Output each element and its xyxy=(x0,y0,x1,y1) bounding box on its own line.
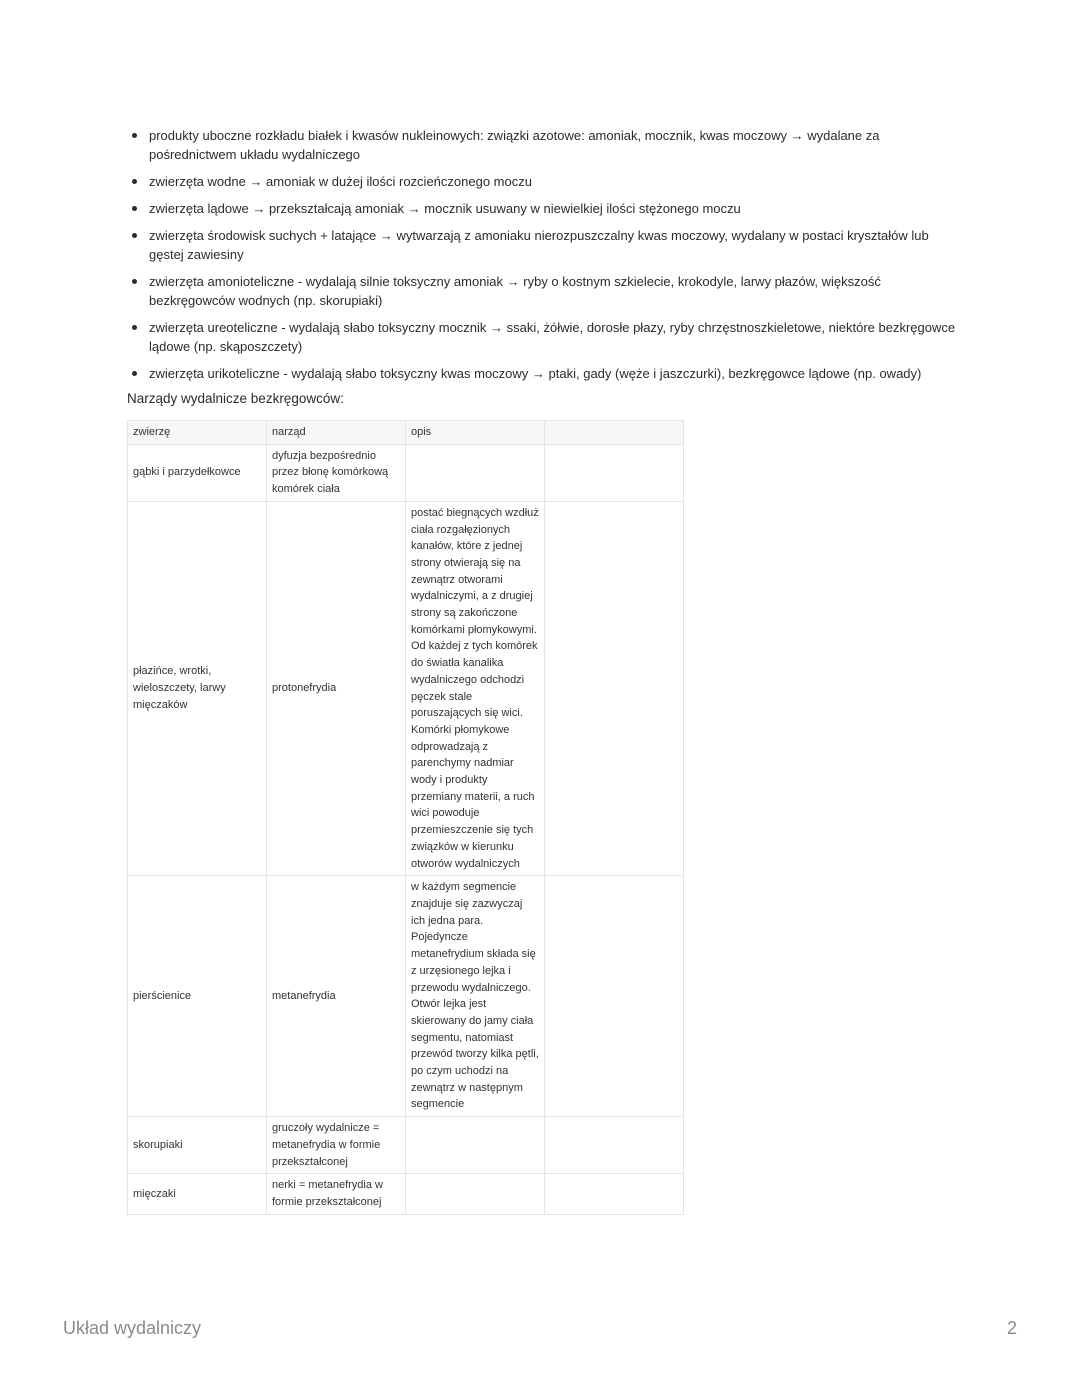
cell-description: w każdym segmencie znajduje się zazwyczaj ich jedna para. Pojedyncze metanefrydium składa się z urzęsionego lejka i przewodu wydalniczego. Otwór lejka jest skierowany do jamy ciała segmentu, natomiast przewód tworzy kilka pętli, po czym uchodzi na zewnątrz w następnym segmencie xyxy=(406,876,545,1117)
list-item xyxy=(127,172,957,191)
cell-animal: pierścienice xyxy=(128,876,267,1117)
header-empty xyxy=(545,421,684,445)
cell-organ: gruczoły wydalnicze = metanefrydia w formie przekształconej xyxy=(267,1117,406,1174)
bullet-text: zwierzęta wodne → amoniak w dużej ilości rozcieńczonego moczu xyxy=(149,174,532,189)
cell-description xyxy=(406,1117,545,1174)
cell-description xyxy=(406,444,545,501)
bullet-icon xyxy=(132,371,137,376)
bullet-icon xyxy=(132,233,137,238)
header-animal: zwierzę xyxy=(128,421,267,445)
table-row xyxy=(128,1117,684,1174)
cell-animal: gąbki i parzydełkowce xyxy=(128,444,267,501)
cell-description xyxy=(406,1174,545,1214)
list-item xyxy=(127,126,957,164)
cell-extra xyxy=(545,501,684,875)
footer-title: Układ wydalniczy xyxy=(63,1318,202,1338)
page-number: 2 xyxy=(1006,1318,1017,1338)
cell-animal: skorupiaki xyxy=(128,1117,267,1174)
bullet-text: zwierzęta lądowe → przekształcają amoniak → mocznik usuwany w niewielkiej ilości stężonego moczu xyxy=(149,201,741,216)
bullet-icon xyxy=(132,279,137,284)
cell-organ: protonefrydia xyxy=(267,501,406,875)
cell-extra xyxy=(545,444,684,501)
table-header-row xyxy=(128,421,684,445)
bullet-list xyxy=(127,126,957,383)
page-content xyxy=(127,126,957,1215)
cell-organ: metanefrydia xyxy=(267,876,406,1117)
list-item xyxy=(127,318,957,356)
cell-organ: nerki = metanefrydia w formie przekształconej xyxy=(267,1174,406,1214)
header-description: opis xyxy=(406,421,545,445)
cell-extra xyxy=(545,876,684,1117)
list-item xyxy=(127,364,957,383)
table-title: Narządy wydalnicze bezkręgowców: xyxy=(127,391,344,406)
bullet-text: zwierzęta środowisk suchych + latające → wytwarzają z amoniaku nierozpuszczalny kwas moczowy, wydalany w postaci kryształów lub gęstej zawiesiny xyxy=(149,228,929,262)
bullet-text: zwierzęta urikoteliczne - wydalają słabo toksyczny kwas moczowy → ptaki, gady (węże i jaszczurki), bezkręgowce lądowe (np. owady) xyxy=(149,366,922,381)
organs-table xyxy=(127,420,684,1215)
table-row xyxy=(128,444,684,501)
cell-extra xyxy=(545,1174,684,1214)
bullet-icon xyxy=(132,325,137,330)
cell-description: postać biegnących wzdłuż ciała rozgałęzionych kanałów, które z jednej strony otwierają się na zewnątrz otworami wydalniczymi, a z drugiej strony są zakończone komórkami płomykowymi. Od każdej z tych komórek do światła kanalika wydalniczego odchodzi pęczek stale poruszających się wici. Komórki płomykowe odprowadzają z parenchymy nadmiar wody i produkty przemiany materii, a ruch wici powoduje przemieszczenie się tych związków w kierunku otworów wydalniczych xyxy=(406,501,545,875)
list-item xyxy=(127,226,957,264)
bullet-icon xyxy=(132,206,137,211)
table-row xyxy=(128,876,684,1117)
cell-organ: dyfuzja bezpośrednio przez błonę komórkową komórek ciała xyxy=(267,444,406,501)
bullet-text: produkty uboczne rozkładu białek i kwasów nukleinowych: związki azotowe: amoniak, mocznik, kwas moczowy → wydalane za pośrednictwem układu wydalniczego xyxy=(149,128,880,162)
bullet-text: zwierzęta amonioteliczne - wydalają silnie toksyczny amoniak → ryby o kostnym szkielecie, krokodyle, larwy płazów, większość bezkręgowców wodnych (np. skorupiaki) xyxy=(149,274,881,308)
table-row xyxy=(128,501,684,875)
header-organ: narząd xyxy=(267,421,406,445)
bullet-icon xyxy=(132,179,137,184)
list-item xyxy=(127,272,957,310)
bullet-text: zwierzęta ureoteliczne - wydalają słabo toksyczny mocznik → ssaki, żółwie, dorosłe płazy, ryby chrzęstnoszkieletowe, niektóre bezkręgowce lądowe (np. skąposzczety) xyxy=(149,320,956,354)
cell-animal: mięczaki xyxy=(128,1174,267,1214)
cell-extra xyxy=(545,1117,684,1174)
list-item xyxy=(127,199,957,218)
bullet-icon xyxy=(132,133,137,138)
table-row xyxy=(128,1174,684,1214)
cell-animal: płazińce, wrotki, wieloszczety, larwy mięczaków xyxy=(128,501,267,875)
